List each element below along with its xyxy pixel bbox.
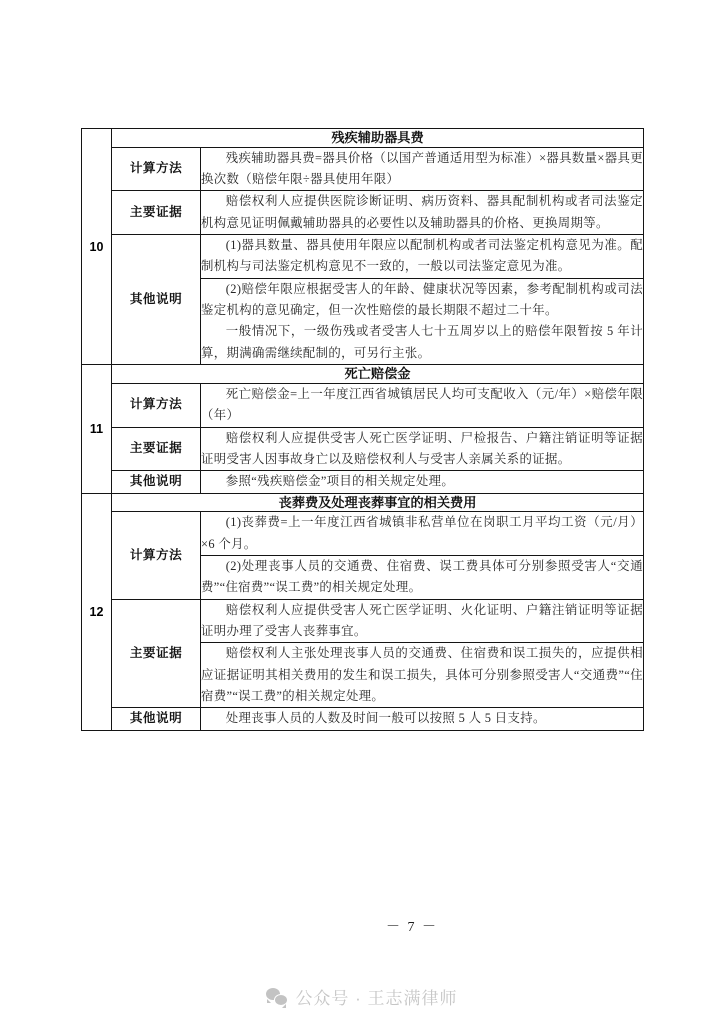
section-title: 死亡赔偿金 — [112, 365, 644, 384]
sub-block — [201, 643, 643, 707]
sub-block-group — [201, 512, 643, 598]
sub-block — [201, 235, 643, 278]
sub-block — [201, 512, 643, 555]
other-content — [201, 471, 644, 493]
table-row — [82, 365, 644, 384]
row-label-evidence: 主要证据 — [112, 427, 201, 471]
paragraph: 残疾辅助器具费=器具价格（以国产普通适用型为标准）×器具数量×器具更换次数（赔偿年限÷器具使用年限） — [201, 150, 643, 187]
paragraph: (2)处理丧事人员的交通费、住宿费、误工费具体可分别参照受害人“交通费”“住宿费”“误工费”的相关规定处理。 — [201, 559, 643, 595]
evidence-content — [201, 427, 644, 471]
table-row — [82, 708, 644, 730]
method-content — [201, 383, 644, 427]
sub-row — [201, 600, 643, 643]
paragraph: 处理丧事人员的人数及时间一般可以按照 5 人 5 日支持。 — [225, 711, 546, 726]
row-label-other: 其他说明 — [112, 235, 201, 365]
sub-row — [201, 512, 643, 555]
section-index: 11 — [82, 365, 112, 493]
paragraph: 一般情况下，一级伤残或者受害人七十五周岁以上的赔偿年限暂按 5 年计算，期满确需继续配制的，可另行主张。 — [201, 324, 643, 360]
table-row — [82, 383, 644, 427]
paragraph: 赔偿权利人应提供受害人死亡医学证明、尸检报告、户籍注销证明等证据证明受害人因事故身亡以及赔偿权利人与受害人亲属关系的证据。 — [201, 430, 643, 466]
sub-block-group — [201, 235, 643, 364]
row-label-method: 计算方法 — [112, 383, 201, 427]
evidence-content — [201, 191, 644, 235]
row-label-other: 其他说明 — [112, 708, 201, 730]
sub-block — [201, 556, 643, 599]
sub-block — [201, 278, 643, 364]
row-label-evidence: 主要证据 — [112, 191, 201, 235]
paragraph: 赔偿权利人应提供医院诊断证明、病历资料、器具配制机构或者司法鉴定机构意见证明佩戴辅助器具的必要性以及辅助器具的价格、更换周期等。 — [201, 194, 643, 230]
table-row — [82, 191, 644, 235]
table-row — [82, 493, 644, 512]
table-row — [82, 147, 644, 191]
paragraph: 赔偿权利人应提供受害人死亡医学证明、火化证明、户籍注销证明等证据证明办理了受害人丧葬事宜。 — [201, 602, 643, 638]
section-index: 12 — [82, 493, 112, 730]
row-label-method: 计算方法 — [112, 512, 201, 599]
table-row — [82, 599, 644, 708]
row-label-evidence: 主要证据 — [112, 599, 201, 708]
section-title: 残疾辅助器具费 — [112, 129, 644, 148]
paragraph: 参照“残疾赔偿金”项目的相关规定处理。 — [225, 474, 455, 489]
evidence-content — [201, 599, 644, 708]
table-row — [82, 129, 644, 148]
paragraph: (1)器具数量、器具使用年限应以配制机构或者司法鉴定机构意见为准。配制机构与司法鉴定机构意见不一致的，一般以司法鉴定意见为准。 — [201, 238, 643, 274]
wechat-icon — [266, 988, 288, 1006]
section-title: 丧葬费及处理丧葬事宜的相关费用 — [112, 493, 644, 512]
page-number — [0, 916, 724, 936]
row-label-method: 计算方法 — [112, 147, 201, 191]
sub-row — [201, 643, 643, 707]
table-row — [82, 471, 644, 493]
table-row — [82, 427, 644, 471]
other-content — [201, 235, 644, 365]
row-label-other: 其他说明 — [112, 471, 201, 493]
compensation-table — [81, 128, 644, 731]
page-number-value: － 7 － — [386, 920, 438, 935]
watermark-text: 公众号 · 王志满律师 — [295, 989, 458, 1008]
table-row — [82, 512, 644, 599]
table-row — [82, 235, 644, 365]
other-content — [201, 708, 644, 730]
sub-block — [201, 600, 643, 643]
paragraph: (2)赔偿年限应根据受害人的年龄、健康状况等因素，参考配制机构或司法鉴定机构的意见确定，但一次性赔偿的最长期限不超过二十年。 — [201, 281, 643, 318]
method-content — [201, 147, 644, 191]
sub-row — [201, 278, 643, 364]
paragraph: 死亡赔偿金=上一年度江西省城镇居民人均可支配收入（元/年）×赔偿年限（年） — [201, 386, 643, 423]
sub-block-group — [201, 600, 643, 708]
sub-row — [201, 556, 643, 599]
sub-row — [201, 235, 643, 278]
method-content — [201, 512, 644, 599]
paragraph: 赔偿权利人主张处理丧事人员的交通费、住宿费和误工损失的，应提供相应证据证明其相关费用的发生和误工损失，具体可分别参照受害人“交通费”“住宿费”“误工费”的相关规定处理。 — [201, 646, 643, 703]
watermark — [0, 984, 724, 1009]
section-index: 10 — [82, 129, 112, 365]
paragraph: (1)丧葬费=上一年度江西省城镇非私营单位在岗职工月平均工资（元/月）×6 个月。 — [201, 515, 643, 551]
